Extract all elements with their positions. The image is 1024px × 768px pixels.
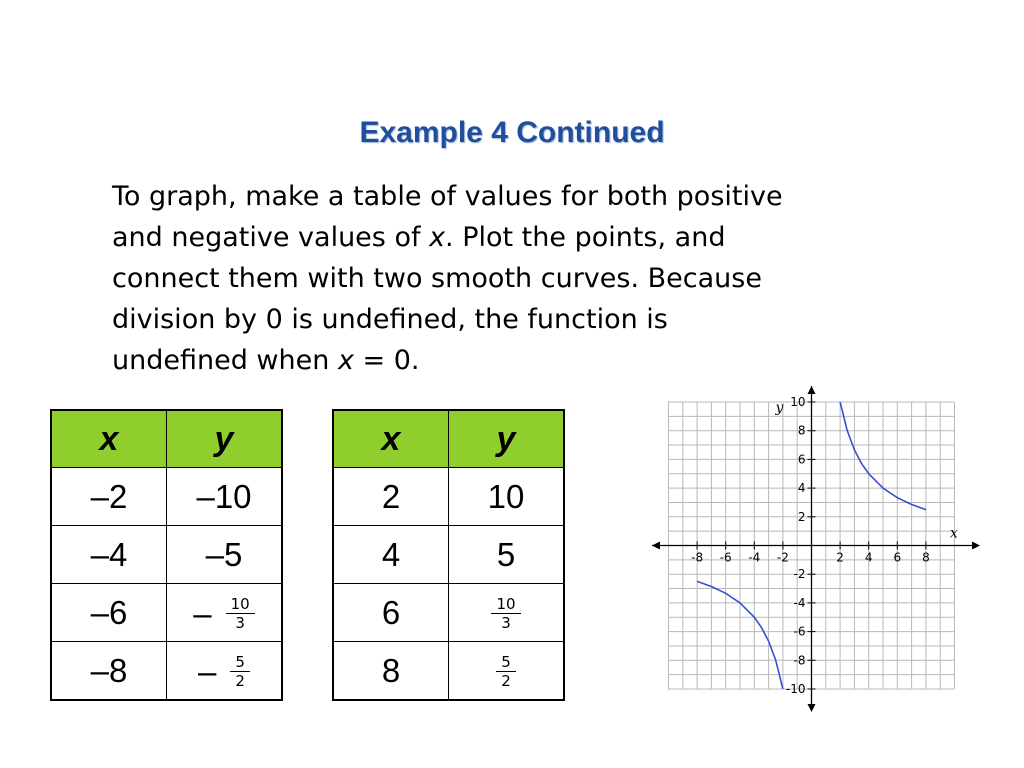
table-row xyxy=(333,584,564,642)
numerator: 5 xyxy=(230,653,250,672)
y-tick-label: -10 xyxy=(785,682,806,696)
table-row xyxy=(333,468,564,526)
table-row xyxy=(333,526,564,584)
denominator: 2 xyxy=(235,672,245,691)
x-tick-label: -6 xyxy=(719,550,732,565)
y-tick-label: 4 xyxy=(797,481,806,496)
cell-y xyxy=(167,584,283,642)
table-row xyxy=(333,642,564,701)
table-header-row xyxy=(333,410,564,468)
y-axis-label: y xyxy=(775,400,784,416)
numerator: 10 xyxy=(226,595,255,614)
header-x: x xyxy=(333,410,449,468)
cell-x: –6 xyxy=(51,584,167,642)
variable-x: x xyxy=(429,222,446,253)
y-tick-label: 10 xyxy=(790,395,806,409)
y-tick-label: 2 xyxy=(797,509,806,524)
cell-y: 5 xyxy=(449,526,565,584)
variable-x: x xyxy=(337,345,354,376)
cell-y: –5 xyxy=(167,526,283,584)
cell-y xyxy=(449,642,565,701)
table-row xyxy=(51,468,282,526)
fraction xyxy=(226,595,255,632)
para-text: = 0. xyxy=(353,345,420,376)
cell-y xyxy=(449,584,565,642)
table-positive-values xyxy=(332,409,565,701)
explanation-paragraph xyxy=(106,176,976,381)
cell-x: –4 xyxy=(51,526,167,584)
x-tick-label: 4 xyxy=(864,550,873,565)
denominator: 3 xyxy=(235,614,245,633)
numerator: 5 xyxy=(496,653,516,672)
graph-background xyxy=(648,384,988,714)
fraction xyxy=(230,653,250,690)
x-tick-label: -2 xyxy=(776,550,789,565)
table-negative-values xyxy=(50,409,283,701)
x-tick-label: 2 xyxy=(836,550,844,565)
x-tick-label: -8 xyxy=(691,550,704,565)
minus-sign: – xyxy=(198,652,217,690)
header-x: x xyxy=(51,410,167,468)
minus-sign: – xyxy=(193,594,212,632)
header-y: y xyxy=(449,410,565,468)
para-text: . Plot the points, and xyxy=(445,222,726,253)
hyperbola-graph xyxy=(648,384,988,714)
cell-x: 2 xyxy=(333,468,449,526)
para-line xyxy=(106,217,976,258)
y-tick-label: -4 xyxy=(793,595,806,610)
x-tick-label: 8 xyxy=(922,550,930,565)
numerator: 10 xyxy=(491,595,520,614)
y-tick-label: 8 xyxy=(797,423,806,438)
para-line xyxy=(106,340,976,381)
table-row xyxy=(51,526,282,584)
y-tick-label: -2 xyxy=(793,567,806,582)
para-line: connect them with two smooth curves. Because xyxy=(112,263,762,294)
y-tick-label: -8 xyxy=(793,653,806,668)
cell-y: –10 xyxy=(167,468,283,526)
cell-x: –2 xyxy=(51,468,167,526)
table-header-row xyxy=(51,410,282,468)
slide-title: Example 4 Continued xyxy=(359,116,665,149)
x-tick-label: -4 xyxy=(748,550,761,565)
para-text: and negative values of xyxy=(112,222,430,253)
fraction xyxy=(491,595,520,632)
cell-x: 4 xyxy=(333,526,449,584)
cell-y xyxy=(167,642,283,701)
para-line: division by 0 is undefined, the function is xyxy=(112,304,668,335)
cell-x: 8 xyxy=(333,642,449,701)
fraction xyxy=(496,653,516,690)
table-row xyxy=(51,642,282,701)
para-text: undefined when xyxy=(112,345,338,376)
cell-x: 6 xyxy=(333,584,449,642)
y-tick-label: -6 xyxy=(793,624,806,639)
table-row xyxy=(51,584,282,642)
x-axis-label: x xyxy=(950,525,958,542)
cell-y: 10 xyxy=(449,468,565,526)
para-line: To graph, make a table of values for both positive xyxy=(112,181,783,212)
denominator: 3 xyxy=(501,614,511,633)
denominator: 2 xyxy=(501,672,511,691)
x-tick-label: 6 xyxy=(893,550,902,565)
header-y: y xyxy=(167,410,283,468)
cell-x: –8 xyxy=(51,642,167,701)
y-tick-label: 6 xyxy=(797,452,806,467)
